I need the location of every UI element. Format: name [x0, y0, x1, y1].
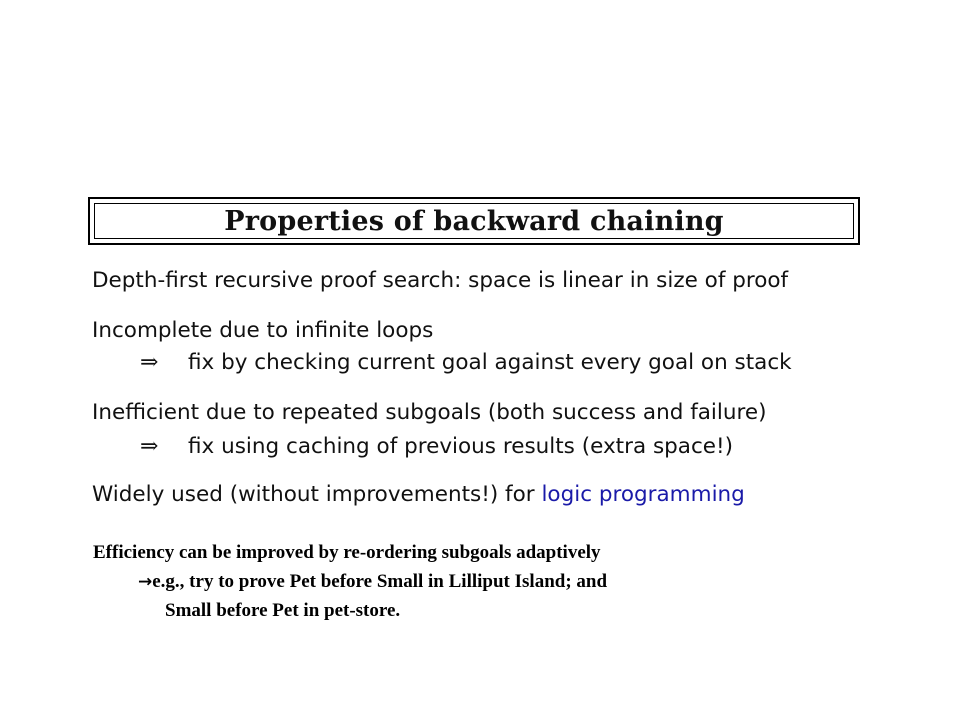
subpoint-fix-checking: fix by checking current goal against every goal on stack [188, 350, 792, 375]
subpoint-fix-caching: fix using caching of previous results (extra space!) [188, 434, 734, 459]
logic-programming-highlight: logic programming [541, 482, 745, 507]
note-line-2-text: e.g., try to prove Pet before Small in Lilliput Island; and [152, 571, 608, 592]
point-widely-used [92, 482, 745, 507]
note-line-2 [138, 571, 607, 593]
point-incomplete: Incomplete due to infinite loops [92, 318, 434, 343]
title-frame [88, 197, 860, 245]
slide-title: Properties of backward chaining [224, 205, 724, 237]
note-line-3: Small before Pet in pet-store. [165, 600, 401, 621]
point-depth-first: Depth-first recursive proof search: space is linear in size of proof [92, 268, 789, 293]
title-inner-frame [94, 203, 854, 239]
right-arrow-icon: → [138, 572, 153, 592]
implies-arrow-icon: ⇒ [140, 434, 159, 459]
implies-arrow-icon: ⇒ [140, 350, 159, 375]
widely-used-text: Widely used (without improvements!) for [92, 482, 542, 507]
note-line-1: Efficiency can be improved by re-ordering subgoals adaptively [93, 542, 601, 563]
point-inefficient: Inefficient due to repeated subgoals (both success and failure) [92, 400, 767, 425]
